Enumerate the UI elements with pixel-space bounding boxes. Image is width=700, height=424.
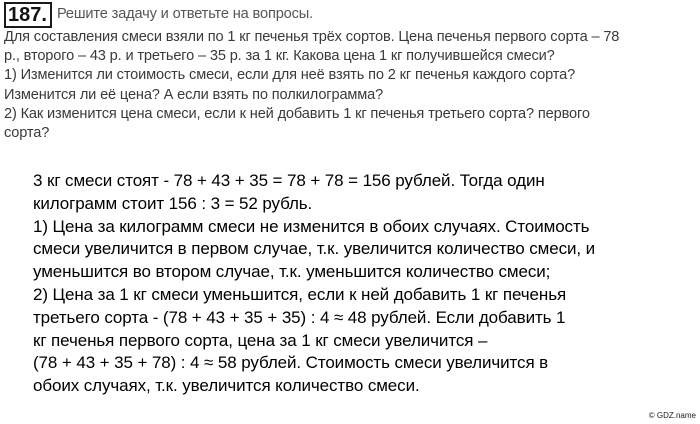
solution-line: 1) Цена за килограмм смеси не изменится в обоих случаях. Стоимость	[33, 216, 590, 236]
solution-line: (78 + 43 + 35 + 78) : 4 ≈ 58 рублей. Стоимость смеси увеличится в	[33, 353, 549, 373]
problem-line: сорта?	[4, 125, 50, 142]
problem-line: 2) Как изменится цена смеси, если к ней добавить 1 кг печенья третьего сорта? первого	[4, 105, 590, 122]
problem-statement	[4, 4, 696, 143]
solution-line: обоих случаях, т.к. увеличится количество смеси.	[33, 376, 420, 396]
solution-line: уменьшится во втором случае, т.к. уменьшится количество смеси;	[33, 262, 551, 282]
solution-line: килограмм стоит 156 : 3 = 52 рубль.	[33, 193, 313, 213]
solution-line: третьего сорта - (78 + 43 + 35 + 35) : 4 ≈ 48 рублей. Если добавить 1	[33, 307, 566, 327]
problem-title: Решите задачу и ответьте на вопросы.	[56, 6, 314, 23]
problem-line: Изменится ли её цена? А если взять по полкилограмма?	[4, 86, 384, 103]
solution-line: 3 кг смеси стоят - 78 + 43 + 35 = 78 + 78 = 156 рублей. Тогда один	[33, 171, 545, 190]
watermark: © GDZ.name	[648, 411, 696, 420]
problem-line: р., второго – 43 р. и третьего – 35 р. за 1 кг. Какова цена 1 кг получившейся смеси?	[4, 48, 555, 65]
solution-line: кг печенья первого сорта, цена за 1 кг смеси увеличится –	[33, 330, 488, 350]
solution-line: смеси увеличится в первом случае, т.к. увеличится количество смеси, и	[33, 239, 596, 259]
problem-number: 187.	[4, 2, 52, 28]
solution-text	[33, 170, 698, 398]
problem-header	[4, 2, 696, 28]
solution-line: 2) Цена за 1 кг смеси уменьшится, если к ней добавить 1 кг печенья	[33, 284, 567, 304]
problem-line: 1) Изменится ли стоимость смеси, если для неё взять по 2 кг печенья каждого сорта?	[4, 67, 576, 84]
problem-line: Для составления смеси взяли по 1 кг печенья трёх сортов. Цена печенья первого сорта – 78	[4, 29, 620, 45]
